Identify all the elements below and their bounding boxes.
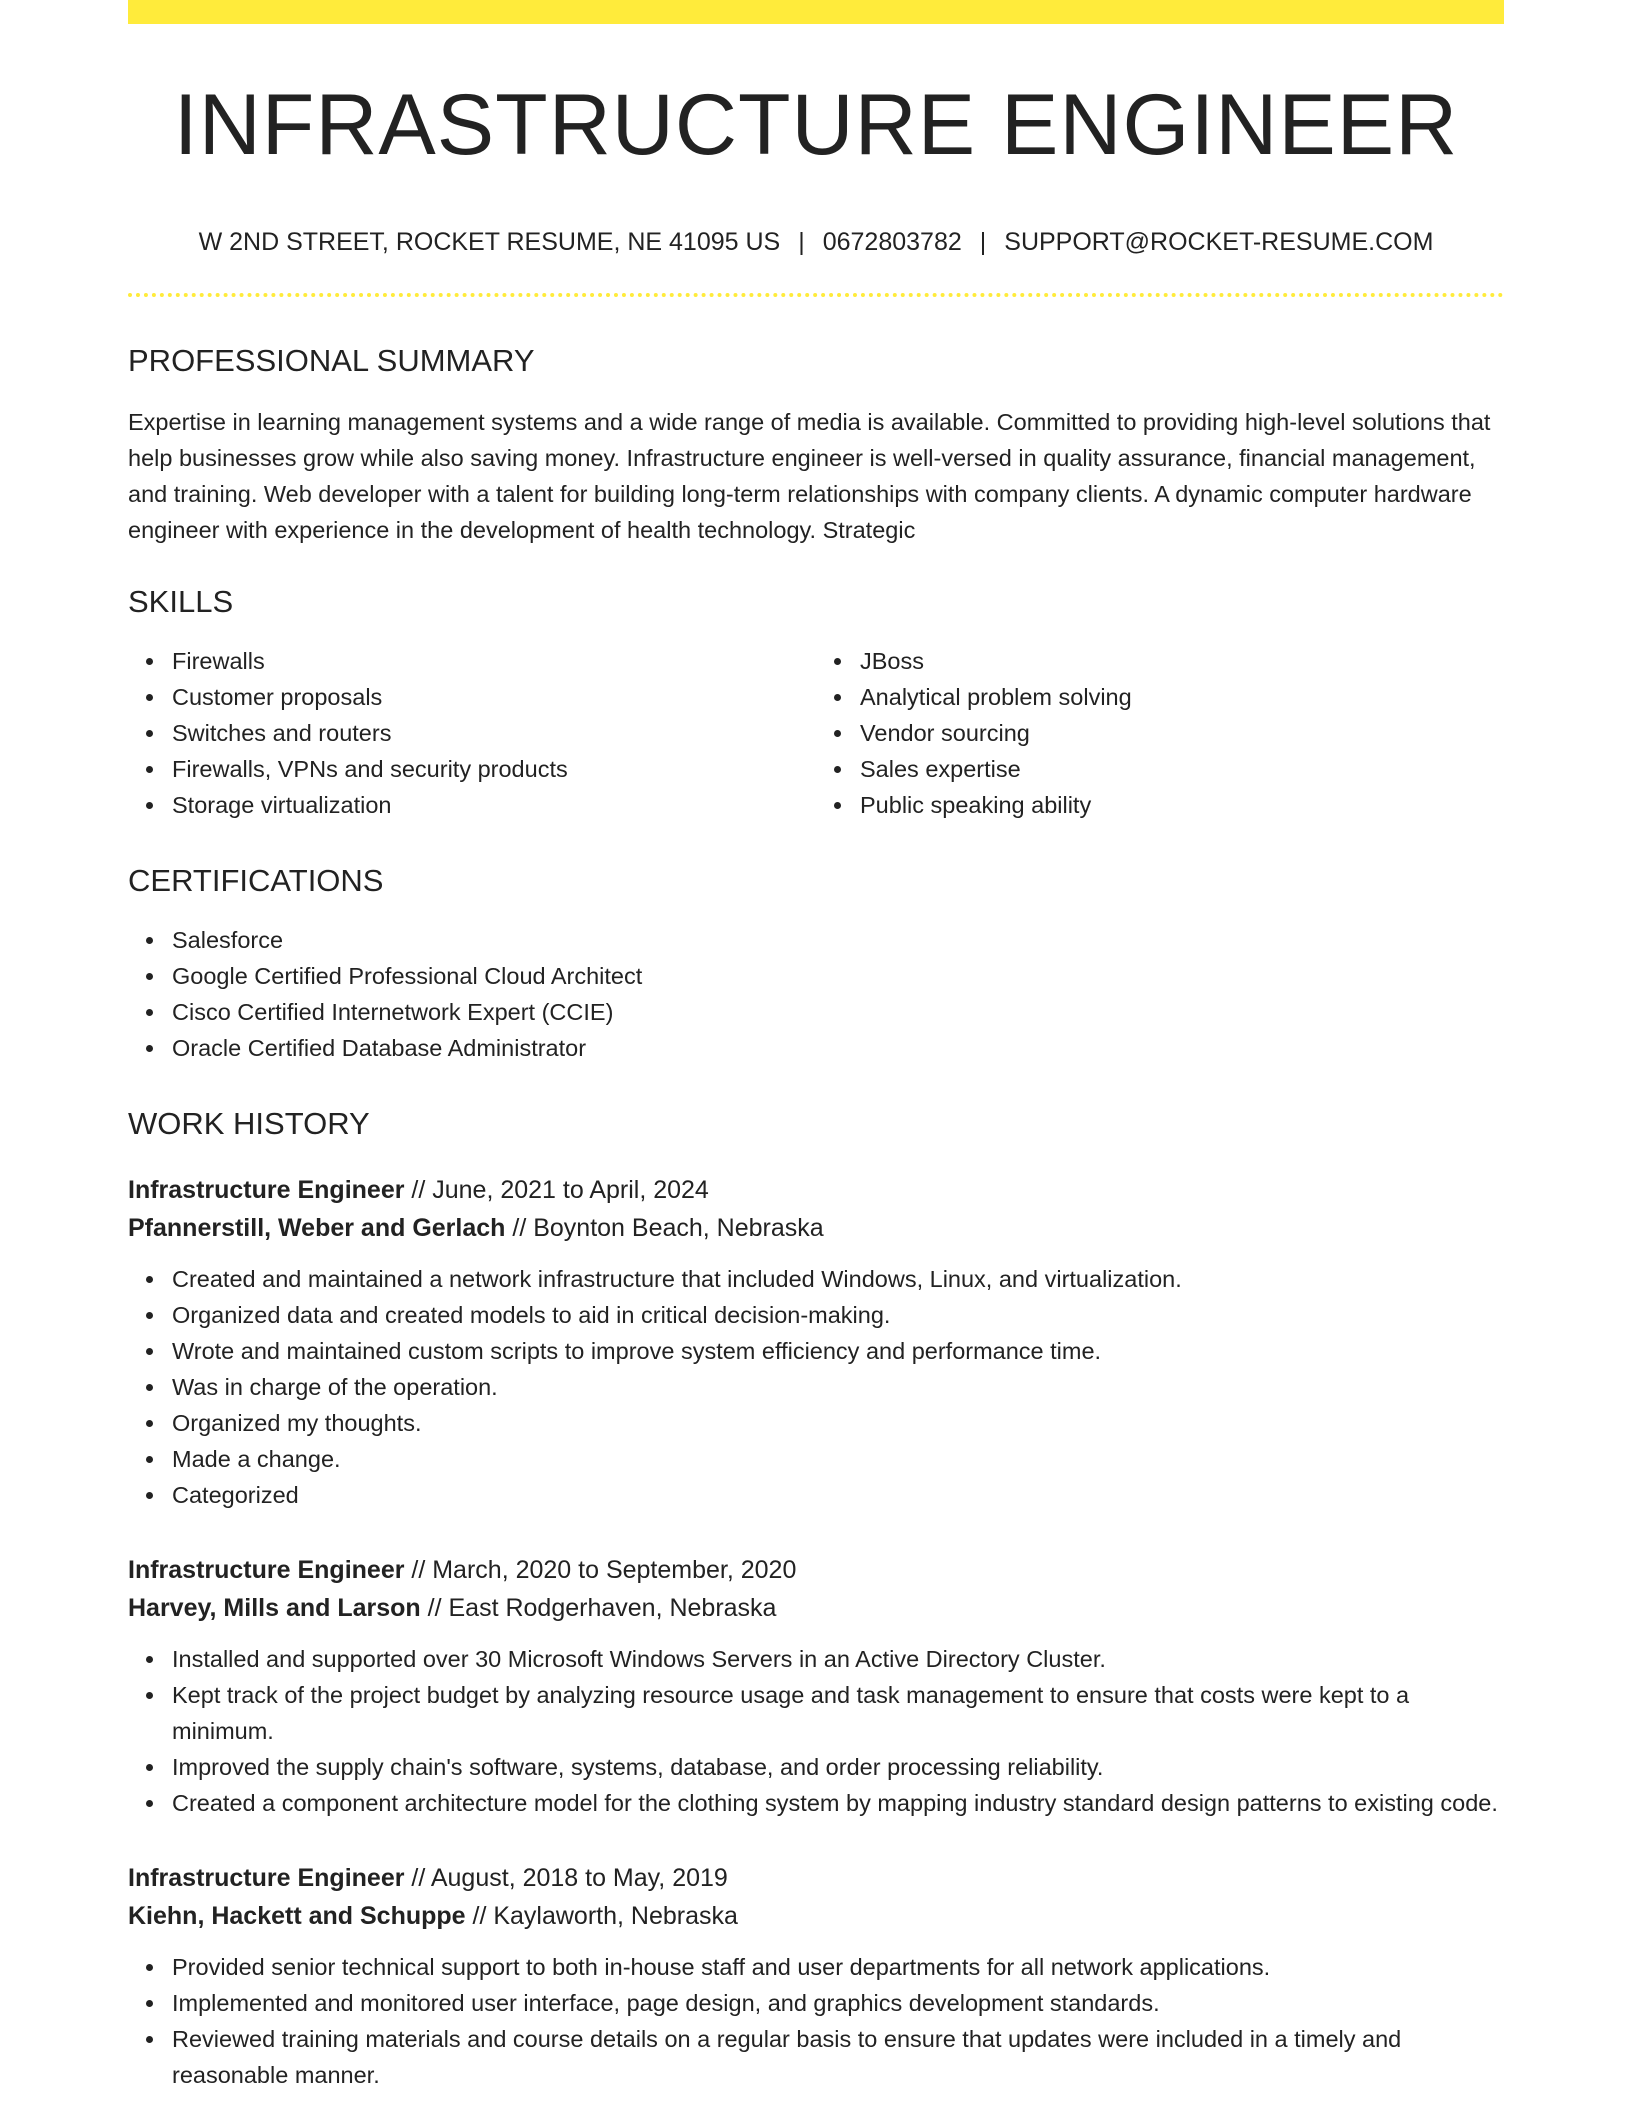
- contact-separator: |: [979, 228, 987, 256]
- skills-grid: [128, 643, 1504, 823]
- job-role: Infrastructure Engineer: [128, 1556, 405, 1584]
- job-bullets: [128, 1261, 1504, 1513]
- skill-item: Sales expertise: [860, 751, 1504, 787]
- contact-separator: |: [798, 228, 805, 256]
- certification-item: Oracle Certified Database Administrator: [172, 1030, 1504, 1066]
- summary-section-title: PROFESSIONAL SUMMARY: [128, 343, 535, 378]
- accent-top-bar: [128, 0, 1504, 24]
- skill-item: Firewalls, VPNs and security products: [172, 751, 816, 787]
- resume-name-heading: INFRASTRUCTURE ENGINEER: [173, 77, 1459, 173]
- summary-text: Expertise in learning management systems and a wide range of media is available. Committed to providing high-level solutions that help businesses grow while also saving money. Infrastructure engineer is well-versed in quality assurance, financial management, and training. Web developer with a talent for building long-term relationships with company clients. A dynamic computer hardware engineer with experience in the development of health technology. Strategic: [128, 409, 1491, 543]
- job-entry: [128, 1551, 1504, 1821]
- job-bullet: Provided senior technical support to both in-house staff and user departments for all network applications.: [172, 1949, 1504, 1985]
- job-bullet: Created a component architecture model for the clothing system by mapping industry standard design patterns to existing code.: [172, 1785, 1504, 1821]
- skill-item: Firewalls: [172, 643, 816, 679]
- job-bullet: Implemented and monitored user interface, page design, and graphics development standards.: [172, 1985, 1504, 2021]
- job-entry: [128, 1171, 1504, 1513]
- dotted-divider: [128, 293, 1504, 297]
- contact-email: SUPPORT@ROCKET-RESUME.COM: [1004, 228, 1434, 256]
- skill-item: Customer proposals: [172, 679, 816, 715]
- job-role: Infrastructure Engineer: [128, 1176, 405, 1204]
- job-bullet: Was in charge of the operation.: [172, 1369, 1504, 1405]
- resume-page: [128, 0, 1504, 2093]
- job-role-line: [128, 1859, 1504, 1897]
- contact-address: W 2ND STREET, ROCKET RESUME, NE 41095 US: [198, 228, 781, 256]
- job-bullet: Wrote and maintained custom scripts to improve system efficiency and performance time.: [172, 1333, 1504, 1369]
- job-bullet: Categorized: [172, 1477, 1504, 1513]
- skill-item: Storage virtualization: [172, 787, 816, 823]
- work-history-section-title: WORK HISTORY: [128, 1106, 370, 1141]
- skill-item: JBoss: [860, 643, 1504, 679]
- job-role: Infrastructure Engineer: [128, 1864, 405, 1892]
- job-company: Pfannerstill, Weber and Gerlach: [128, 1214, 506, 1242]
- job-company-line: [128, 1897, 1504, 1935]
- job-bullet: Improved the supply chain's software, systems, database, and order processing reliability.: [172, 1749, 1504, 1785]
- job-bullet: Organized my thoughts.: [172, 1405, 1504, 1441]
- job-bullet: Reviewed training materials and course details on a regular basis to ensure that updates were included in a timely and reasonable manner.: [172, 2021, 1504, 2093]
- skill-item: Switches and routers: [172, 715, 816, 751]
- skills-list-right: [816, 643, 1504, 823]
- job-dates: // June, 2021 to April, 2024: [404, 1176, 709, 1204]
- skill-item: Vendor sourcing: [860, 715, 1504, 751]
- job-bullets: [128, 1641, 1504, 1821]
- job-bullet: Created and maintained a network infrastructure that included Windows, Linux, and virtualization.: [172, 1261, 1504, 1297]
- job-location: // Kaylaworth, Nebraska: [465, 1902, 738, 1930]
- job-company-line: [128, 1209, 1504, 1247]
- certifications-list: [128, 922, 1504, 1066]
- job-company-line: [128, 1589, 1504, 1627]
- certification-item: Cisco Certified Internetwork Expert (CCIE): [172, 994, 1504, 1030]
- certification-item: Salesforce: [172, 922, 1504, 958]
- job-role-line: [128, 1171, 1504, 1209]
- job-bullet: Made a change.: [172, 1441, 1504, 1477]
- contact-line: [128, 230, 1504, 255]
- job-bullet: Organized data and created models to aid in critical decision-making.: [172, 1297, 1504, 1333]
- contact-phone: 0672803782: [822, 228, 962, 256]
- certifications-section-title: CERTIFICATIONS: [128, 863, 384, 898]
- job-entry: [128, 1859, 1504, 2093]
- skill-item: Public speaking ability: [860, 787, 1504, 823]
- job-role-line: [128, 1551, 1504, 1589]
- job-company: Harvey, Mills and Larson: [128, 1594, 421, 1622]
- skills-list-left: [128, 643, 816, 823]
- job-location: // Boynton Beach, Nebraska: [505, 1214, 824, 1242]
- job-dates: // March, 2020 to September, 2020: [404, 1556, 797, 1584]
- certification-item: Google Certified Professional Cloud Architect: [172, 958, 1504, 994]
- job-company: Kiehn, Hackett and Schuppe: [128, 1902, 466, 1930]
- skills-section-title: SKILLS: [128, 584, 234, 619]
- job-dates: // August, 2018 to May, 2019: [404, 1864, 728, 1892]
- job-location: // East Rodgerhaven, Nebraska: [420, 1594, 777, 1622]
- job-bullets: [128, 1949, 1504, 2093]
- skill-item: Analytical problem solving: [860, 679, 1504, 715]
- job-bullet: Installed and supported over 30 Microsoft Windows Servers in an Active Directory Cluster.: [172, 1641, 1504, 1677]
- job-bullet: Kept track of the project budget by analyzing resource usage and task management to ensure that costs were kept to a minimum.: [172, 1677, 1504, 1749]
